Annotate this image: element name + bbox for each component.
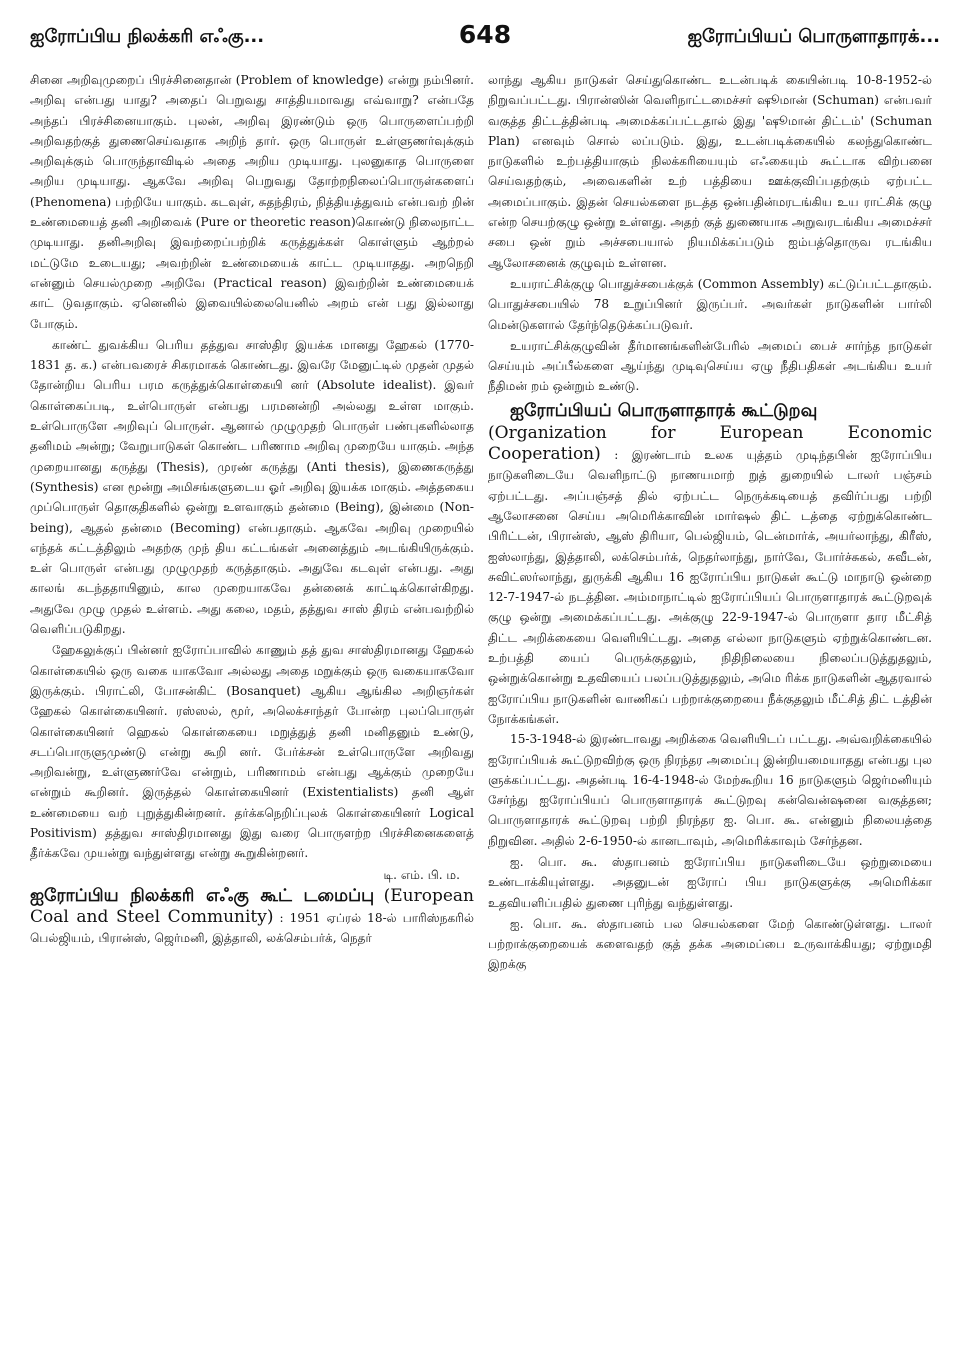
right-column	[488, 70, 932, 1355]
article-heading: ஐரோப்பிய நிலக்கரி எஃகு கூட் டமைப்பு	[30, 885, 375, 906]
article-heading-english: (European Coal and Steel Community)	[30, 885, 474, 928]
left-column	[30, 70, 474, 1355]
article-entry	[488, 423, 932, 729]
paragraph: ஹேகலுக்குப் பின்னர் ஐரோப்பாவில் காணும் தத் துவ சாஸ்திரமானது ஹேகல் கொள்கையில் ஒரு வகை யாகவோ அல்லது அதை மறுக்கும் ஒரு வகையாகவோ இருக்கும். பிராட்லி, போசன்கிட் (Bosanquet) ஆகிய ஆங்கில அறிஞர்கள் ஹேகல் கொள்கையினர். ரஸ்ஸல், மூர், அலெக்சாந்தர் போன்ற புலப்பொருள் கொள்கையினர் ஹெகல் கொள்கையை மறுத்துத் தனி மனிதனும் உண்டு, சடப்பொருளுமுண்டு என்று கூறி னர். பேர்க்சன் உள்பொருளே அறிவது அறிவன்று, உள்ளுணர்வே என்றும், பரிணாமம் என்பது ஆக்கும் முறையே என்றும் கூறினர். இருத்தல் கொள்கையினர் (Existentialists) தனி ஆள் உண்மையை வற் புறுத்துகின்றனர். தர்க்கநெறிப்புலக் கொள்கையினர் Logical Positivism) தத்துவ சாஸ்திரமானது இது வரை பொருளற்ற பிரச்சினைகளைத் தீர்க்கவே முயன்று வந்துள்ளது என்று கூறுகின்றனர்.	[30, 643, 474, 861]
paragraph: 15-3-1948-ல் இரண்டாவது அறிக்கை வெளியிடப் பட்டது. அவ்வறிக்கையில் ஐரோப்பியக் கூட்டுறவிற்கு ஒரு நிரந்தர அமைப்பு இன்றியமையாதது என்பது புல ளுக்கப்பட்டது. அதன்படி 16-4-1948-ல் மேற்கூறிய 16 நாடுகளும் ஜெர்மனியும் சேர்ந்து ஐரோப்பியப் பொருளாதாரக் கூட்டுறவு கன்வென்ஷனை வகுத்தன; பொருளாதாரக் கூட்டுறவு பற்றி நிரந்தர ஐ. பொ. கூ. என்னும் நிலையத்தை நிறுவின. அதில் 2-6-1950-ல் கானடாவும், அமெரிக்காவும் சேர்ந்தன.	[488, 732, 932, 848]
paragraph: ஐ. பொ. கூ. ஸ்தாபனம் பல செயல்களை மேற் கொண்டுள்ளது. டாலர் பற்றாக்குறையைக் களைவதற் குத் தக்க அமைப்பை உருவாக்கியது; ஏற்றுமதி இறக்கு	[488, 916, 932, 972]
author-signature	[30, 865, 474, 885]
paragraph: லாந்து ஆகிய நாடுகள் செய்துகொண்ட உடன்படிக் கையின்படி 10-8-1952-ல் நிறுவப்பட்டது. பிரான்ஸின் வெளிநாட்டமைச்சர் ஷூமான் (Schuman) என்பவர் வகுத்த திட்டத்தின்படி அமைக்கப்பட்டதால் இது 'ஷூமான் திட்டம்' (Schuman Plan) எனவும் சொல் லப்படும். இது, உடன்படிக்கையில் கலந்துகொண்ட நாடுகளில் உற்பத்தியாகும் நிலக்கரியையும் எஃகையும் கூட்டாக விற்பனை செய்வதற்கும், அவைகளின் உற் பத்தியை ஊக்குவிப்பதற்கும் ஏற்பட்ட அமைப்பாகும். இதன் செயல்களை நடத்த ஒன்பதின்மரடங்கிய உய ராட்சிக் குழு என்ற செயற்குழு ஒன்று உள்ளது. அதற் குத் துணையாக அறுவரடங்கிய அமைச்சர் சபை ஒன் றும் அச்சபையால் நியமிக்கப்படும் ஐம்பத்தொருவ ரடங்கிய ஆலோசனைக் குழுவும் உள்ளன.	[488, 73, 932, 270]
paragraph: உயராட்சிக்குழு பொதுச்சபைக்குக் (Common Assembly) கட்டுப்பட்டதாகும். பொதுச்சபையில் 78 உறுப்பினர் இருப்பர். அவர்கள் நாடுகளின் பார்லி மென்டுகளால் தேர்ந்தெடுக்கப்படுவர்.	[488, 276, 932, 332]
article-heading: ஐரோப்பியப் பொருளாதாரக் கூட்டுறவு	[510, 400, 818, 421]
signature-text: டி. எம். பி. ம.	[383, 867, 460, 882]
paragraph: உயராட்சிக்குழுவின் தீர்மானங்களின்பேரில் அமைப் பைச் சார்ந்த நாடுகள் செய்யும் அப்பீல்களை ஆய்ந்து முடிவுசெய்ய ஏழு நீதிபதிகள் அடங்கிய உயர் நீதிமன் றம் ஒன்றும் உண்டு.	[488, 338, 932, 394]
page-header	[30, 18, 940, 54]
paragraph: ஐ. பொ. கூ. ஸ்தாபனம் ஐரோப்பிய நாடுகளிடையே ஒற்றுமையை உண்டாக்கியுள்ளது. அதனுடன் ஐரோப் பிய நாடுகளுக்கு அமெரிக்கா உதவியளிப்பதில் துணை புரிந்து வந்துள்ளது.	[488, 854, 932, 910]
article-entry	[30, 886, 474, 949]
paragraph: சினை அறிவுமுறைப் பிரச்சினைதான் (Problem of knowledge) என்று நம்பினர். அறிவு என்பது யாது? அதைப் பெறுவது சாத்தியமாவது எவ்வாறு? என்பதே அந்தப் பிரச்சினையாகும். புலன், அறிவு இரண்டும் ஒரு பொருளைப்பற்றி அறிவதற்குத் துணைசெய்வதாக அறிந் தார். ஒரு பொருள் உள்ளுணர்வுக்கும் அறிவுக்கும் பொருந்தாவிடில் அதை அறிய முடியாது. புலனுகாத பொருளை அறிய முடியாது. ஆகவே அறிவு பெறுவது தோற்றநிலைப்பொருள்களைப் (Phenomena) பற்றியே யாகும். கடவுள், சுதந்திரம், நித்தியத்துவம் என்பவற் றின் உண்மையைத் தனி அறிவைக் (Pure or theoretic reason)கொண்டு நிலைநாட்ட முடியாது. தனிஅறிவு இவற்றைப்பற்றிக் கருத்துக்கள் கொள்ளும் ஆற்றல் மட்டுமே உடையது; அவற்றின் உண்மையைக் காட்ட முடியாதது. அறநெறி என்னும் செயல்முறை அறிவே (Practical reason) இவற்றின் உண்மையைக் காட் டுவதாகும். ஏனெனில் இவையில்லையெனில் அறம் என் பது இல்லாது போகும்.	[30, 73, 474, 331]
page-number: 648	[458, 20, 512, 49]
running-head-right: ஐரோப்பியப் பொருளாதாரக்...	[687, 26, 940, 47]
paragraph: : 1951 ஏப்ரல் 18-ல் பாரிஸ்நகரில் பெல்ஜியம், பிரான்ஸ், ஜெர்மனி, இத்தாலி, லக்செம்பர்க், நெதர்	[30, 911, 474, 946]
paragraph: : இரண்டாம் உலக யுத்தம் முடிந்தபின் ஐரோப்பிய நாடுகளிடையே வெளிநாட்டு நாணயமாற் றுத் துறையில் டாலர் பஞ்சம் ஏற்பட்டது. அப்பஞ்சத் தில் ஏற்பட்ட நெருக்கடியைத் தவிர்ப்பது பற்றி ஆலோசனை செய்ய அமெரிக்காவின் மார்ஷல் திட் டத்தை ஏற்றுக்கொண்ட பிரிட்டன், பிரான்ஸ், ஆஸ் திரியா, பெல்ஜியம், டென்மார்க், அயர்லாந்து, கிரீஸ், ஐஸ்லாந்து, இத்தாலி, லக்செம்பர்க், நெதர்லாந்து, நார்வே, போர்ச்சுகல், சுவீடன், சுவிட்ஸர்லாந்து, துருக்கி ஆகிய 16 ஐரோப்பிய நாடுகள் கூட்டு மாநாடு ஒன்றை 12-7-1947-ல் நடத்தின. அம்மாநாட்டில் ஐரோப்பியப் பொருளாதாரக் கூட்டுறவுக் குழு ஒன்று அமைக்கப்பட்டது. அக்குழு 22-9-1947-ல் பொருளா தார மீட்சித் திட்ட அறிக்கையை வெளியிட்டது. அதை எல்லா நாடுகளும் ஏற்றுக்கொண்டன. உற்பத்தி யைப் பெருக்குதலும், நிதிநிலையை நிலைப்படுத்துதலும், ஒன்றுக்கொன்று உதவியைப் பலப்படுத்துதலும், அமெ ரிக்க நாடுகளின் ஆதரவால் ஐரோப்பிய நாடுகளின் வாணிகப் பற்றாக்குறையை நீக்குதலும் மீட்சித் திட் டத்தின் நோக்கங்கள்.	[488, 448, 932, 726]
article-heading-english: (Organization for European Economic Cooperation)	[488, 422, 932, 465]
paragraph: காண்ட் துவக்கிய பெரிய தத்துவ சாஸ்திர இயக்க மானது ஹேகல் (1770-1831 த. க.) என்பவரைச் சிகரமாகக் கொண்டது. இவரே மேனுட்டில் முதன் முதல் தோன்றிய பெரிய பரம கருத்துக்கொள்கையி னர் (Absolute idealist). இவர் கொள்கைப்படி, உள்பொருள் என்பது பரமனன்றி அல்லது உள்ள மாகும். உள்பொருளே அறிவுப் பொருள். ஆனால் முழுமுதற் பொருள் பண்புகளில்லாத தனிமம் அன்று; வேறுபாடுகள் கொண்ட பரிணாம அறிவு முறையே யாகும். அந்த முறையானது கருத்து (Thesis), முரண் கருத்து (Anti thesis), இணைகருத்து (Synthesis) என மூன்று அமிசங்களுடைய ஓர் அறிவு இயக்க மாகும். அத்தகைய முப்பொருள் தொகுதிகளில் ஒன்று உளவாகும் தன்மை (Being), இன்மை (Non-being), ஆதல் தன்மை (Becoming) என்பதாகும். ஆகவே அறிவு முறையில் எந்தக் கட்டத்திலும் அதற்கு முந் திய கட்டங்கள் அனைத்தும் அடங்கியிருக்கும். உள் பொருள் என்பது முழுமுதற் கருத்தாகும். அதுவே கடவுள் என்பது. அது காலங் கடந்ததாயினும், கால முறையாகவே தன்னைக் காட்டிக்கொள்கிறது. அதுவே முழு முதல் உள்ளம். அது கலை, மதம், தத்துவ சாஸ் திரம் என்பவற்றில் வெளிப்படுகிறது.	[30, 337, 474, 637]
running-head-left: ஐரோப்பிய நிலக்கரி எஃகு...	[30, 26, 265, 47]
